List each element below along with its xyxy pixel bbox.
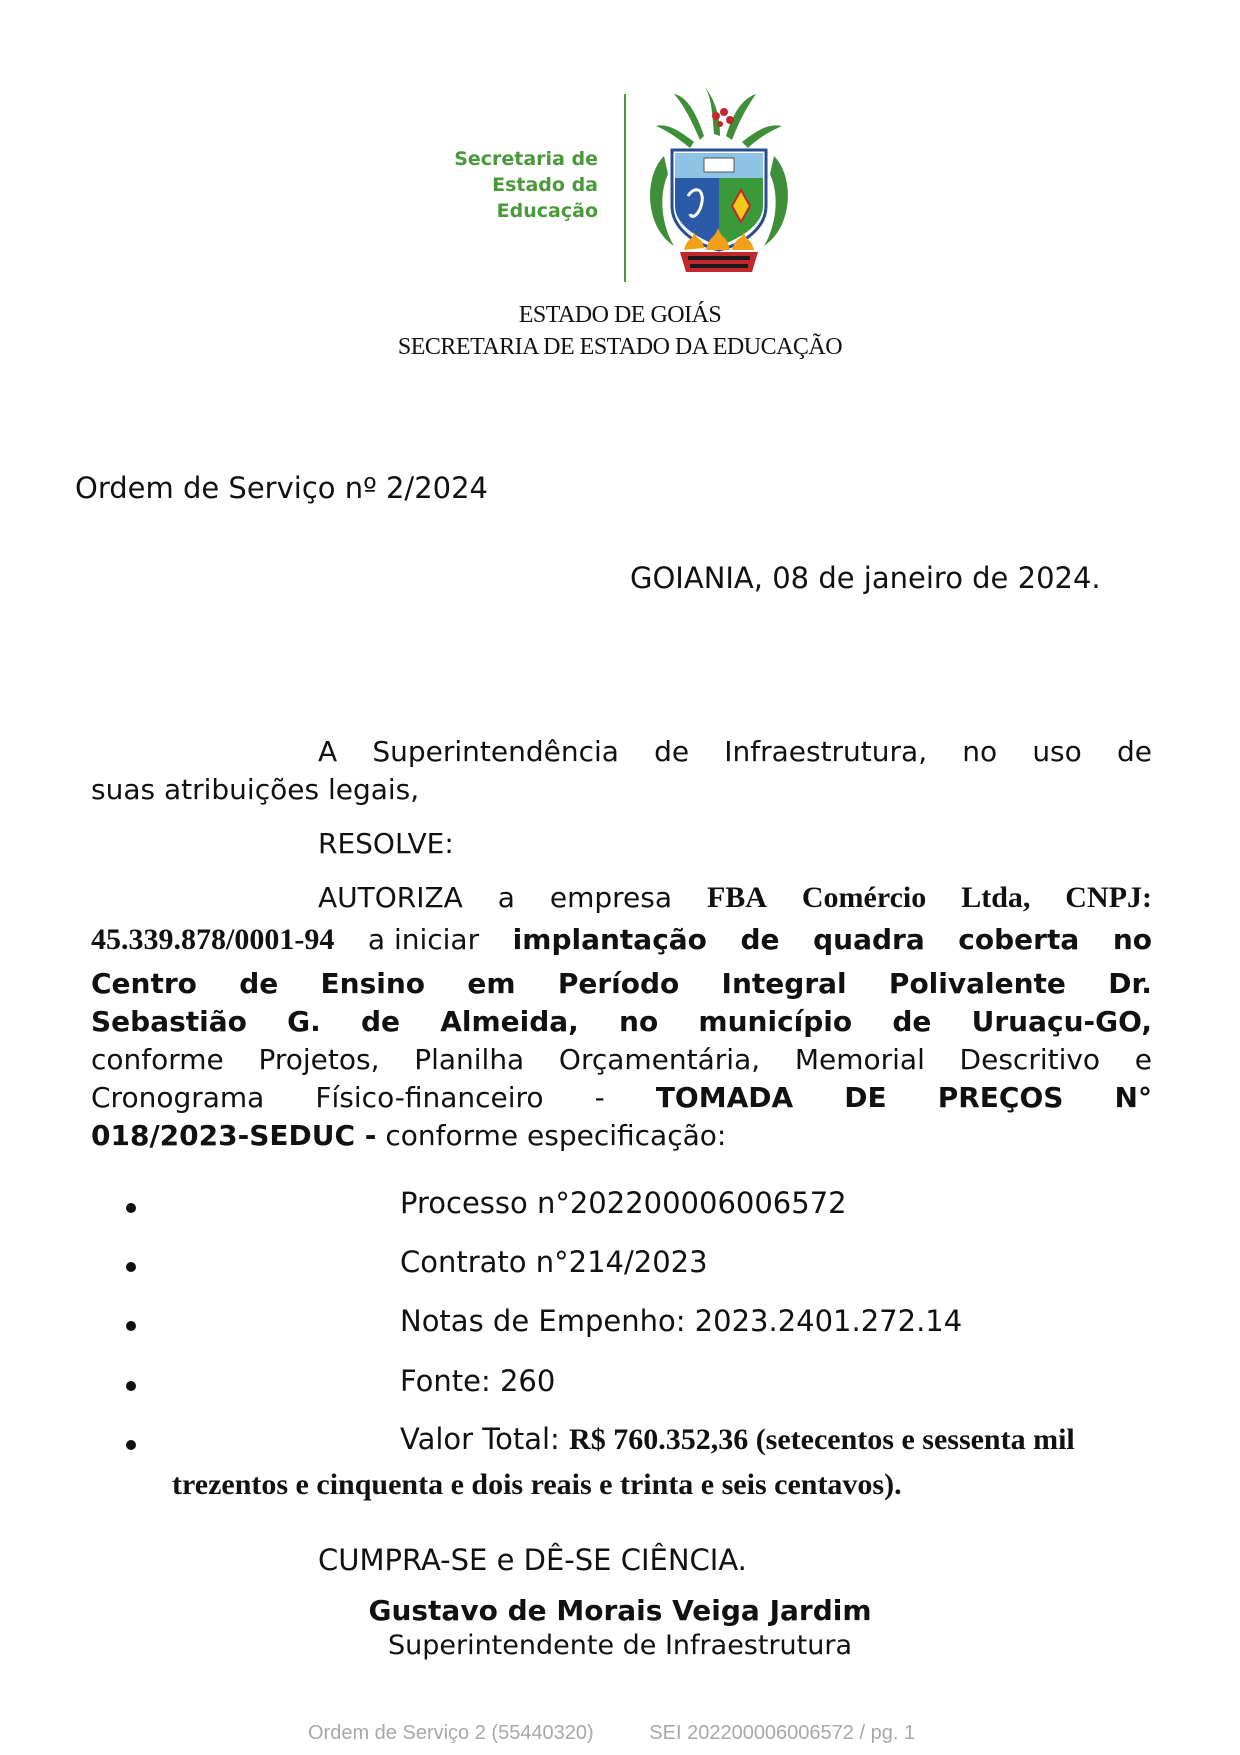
spec-contrato: Contrato n°214/2023 [400, 1245, 708, 1279]
aut-word: Orçamentária, [558, 1043, 761, 1076]
logo-line-3: Educação [496, 200, 598, 222]
closing-statement: CUMPRA-SE e DÊ-SE CIÊNCIA. [318, 1543, 747, 1577]
authorization-line-5 [91, 1042, 1152, 1078]
aut-bold-word: de [892, 1005, 932, 1038]
aut-bold-word: implantação [512, 923, 707, 956]
intro-line-1 [318, 734, 1152, 770]
aut-bold-word: TOMADA [655, 1081, 794, 1114]
signer-name: Gustavo de Morais Veiga Jardim [368, 1594, 872, 1627]
intro-word: de [654, 735, 690, 768]
intro-word: A [318, 735, 338, 768]
document-title: Ordem de Serviço nº 2/2024 [75, 471, 489, 505]
logo-line-1: Secretaria de [454, 148, 598, 170]
aut-bold-word: Período [557, 967, 680, 1000]
aut-bold-word: N° [1114, 1081, 1152, 1114]
intro-line-2: suas atribuições legais, [91, 773, 420, 806]
aut-word: Físico-financeiro [315, 1081, 544, 1114]
aut-bold-word: quadra [813, 923, 925, 956]
spec-empenho: Notas de Empenho: 2023.2401.272.14 [400, 1304, 963, 1338]
aut-bold-word: município [698, 1005, 853, 1038]
aut-word: Descritivo [959, 1043, 1101, 1076]
aut-bold-word: Centro [91, 967, 197, 1000]
valor-label: Valor Total: [400, 1422, 560, 1456]
intro-word: de [1116, 735, 1152, 768]
company-word: Comércio [801, 881, 927, 914]
page-footer [308, 1722, 915, 1745]
bullet-icon [126, 1381, 136, 1391]
valor-amount: R$ 760.352,36 (setecentos e sessenta mil [569, 1423, 1075, 1456]
intro-word: no [962, 735, 998, 768]
authorization-line-4 [91, 1004, 1152, 1040]
aut-bold-word: Uruaçu-GO, [971, 1005, 1152, 1038]
header-secretaria: SECRETARIA DE ESTADO DA EDUCAÇÃO [397, 334, 843, 360]
aut-bold-word: G. [287, 1005, 321, 1038]
bullet-icon [126, 1321, 136, 1331]
aut-bold-word: PREÇOS [937, 1081, 1064, 1114]
aut-word: AUTORIZA [318, 881, 463, 914]
aut-bold-word: Sebastião [91, 1005, 247, 1038]
authorization-line-2 [91, 922, 1152, 958]
aut-bold-word: de [360, 1005, 400, 1038]
spec-valor [400, 1422, 1075, 1457]
aut-bold-word: em [467, 967, 516, 1000]
aut-bold-word: no [619, 1005, 659, 1038]
intro-word: uso [1032, 735, 1082, 768]
aut-bold-word: DE [844, 1081, 887, 1114]
aut-bold-word: Almeida, [440, 1005, 579, 1038]
company-word: FBA [706, 881, 767, 914]
aut-bold-word: no [1112, 923, 1152, 956]
spec-processo: Processo n°202200006006572 [400, 1186, 847, 1220]
aut-word: empresa [549, 881, 673, 914]
footer-doc-ref: Ordem de Serviço 2 (55440320) [308, 1722, 594, 1744]
aut-word: e [1134, 1043, 1152, 1076]
aut-bold-word: coberta [958, 923, 1080, 956]
bullet-icon [126, 1440, 136, 1450]
logo-block [440, 86, 800, 286]
document-date: GOIANIA, 08 de janeiro de 2024. [630, 561, 1101, 595]
resolve-heading: RESOLVE: [318, 827, 454, 860]
aut-bold-word: Integral [721, 967, 847, 1000]
company-word: CNPJ: [1065, 881, 1152, 914]
authorization-line-7 [91, 1118, 726, 1154]
authorization-line-6 [91, 1080, 1152, 1116]
secretaria-logo-text [440, 146, 598, 224]
company-word: Ltda, [961, 881, 1031, 914]
aut-plain-text: conforme especificação: [385, 1119, 727, 1152]
valor-amount-continuation: trezentos e cinquenta e dois reais e trinta e seis centavos). [172, 1468, 902, 1501]
intro-word: Superintendência [372, 735, 619, 768]
tender-number: 018/2023-SEDUC - [91, 1119, 377, 1152]
logo-line-2: Estado da [492, 174, 598, 196]
intro-word: Infraestrutura, [724, 735, 928, 768]
aut-bold-word: Dr. [1108, 967, 1152, 1000]
cnpj-number: 45.339.878/0001-94 [91, 923, 335, 956]
aut-plain-text: a iniciar [367, 923, 480, 956]
footer-sei-ref: SEI 202200006006572 / pg. 1 [649, 1722, 916, 1744]
aut-word: a [497, 881, 515, 914]
aut-bold-word: de [740, 923, 780, 956]
header-state: ESTADO DE GOIÁS [518, 302, 722, 328]
aut-word: Cronograma [91, 1081, 265, 1114]
authorization-line-1 [318, 880, 1152, 916]
aut-word: Memorial [794, 1043, 925, 1076]
authorization-line-3 [91, 966, 1152, 1002]
aut-word: Projetos, [258, 1043, 380, 1076]
aut-bold-word: Polivalente [888, 967, 1066, 1000]
signer-role: Superintendente de Infraestrutura [387, 1630, 853, 1661]
goias-coat-of-arms-icon [644, 86, 794, 282]
aut-word: conforme [91, 1043, 224, 1076]
bullet-icon [126, 1262, 136, 1272]
spec-fonte: Fonte: 260 [400, 1364, 556, 1398]
bullet-icon [126, 1203, 136, 1213]
aut-word: Planilha [414, 1043, 525, 1076]
aut-bold-word: de [239, 967, 279, 1000]
aut-bold-word: Ensino [320, 967, 426, 1000]
logo-divider [624, 94, 626, 282]
aut-word: - [594, 1081, 605, 1114]
